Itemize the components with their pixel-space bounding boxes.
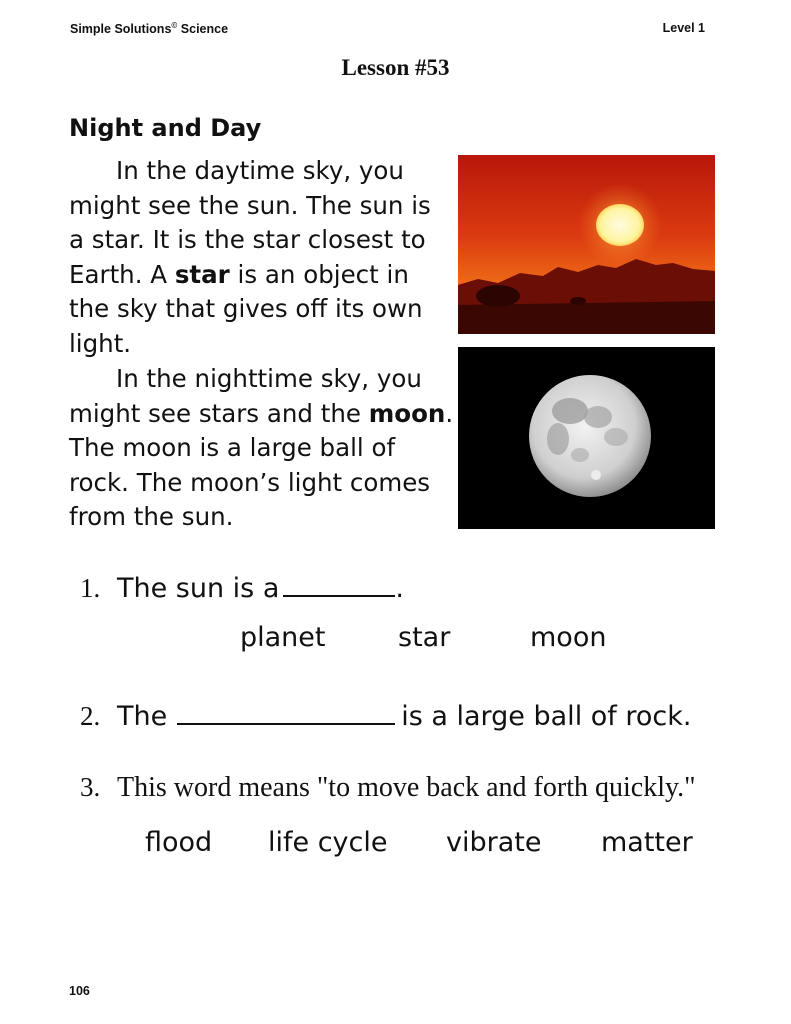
term-star: star [174,259,230,289]
choice-star[interactable]: star [398,622,451,653]
paragraph-daytime-text-1: In the daytime sky, you might see the sun. The sun is a star. It is the star closest to Earth. A [69,156,431,289]
question-3-text: This word means "to move back and forth quickly." [117,772,696,803]
sun-disc [596,204,644,246]
sunset-photo [458,155,715,334]
moon-mare-5 [571,448,589,462]
lesson-title: Lesson #53 [341,55,450,80]
choice-flood[interactable]: flood [145,827,213,858]
answer-blank-1[interactable] [283,573,395,597]
paragraph-daytime [69,154,449,361]
header-subject: Science [177,22,229,37]
paragraph-nighttime-text-2: . The moon is a large ball of rock. The moon’s light comes from the sun. [69,398,454,531]
header-brand: Simple Solutions [70,22,172,37]
header-left [70,21,228,36]
copyright-mark: © [171,21,178,30]
paragraph-daytime-text-2: is an object in the sky that gives off its own light. [69,259,423,358]
choice-planet[interactable]: planet [240,622,326,653]
tree [476,285,520,307]
choice-vibrate[interactable]: vibrate [446,827,542,858]
section-title: Night and Day [69,114,262,142]
moon-mare-1 [552,398,588,424]
choice-matter[interactable]: matter [601,827,693,858]
moon-crater [591,470,601,480]
page-number: 106 [69,984,90,998]
paragraph-nighttime-text-1: In the nighttime sky, you might see stars and the [69,364,422,428]
answer-blank-2[interactable] [177,701,395,725]
question-2 [80,701,691,732]
question-2-text-before: The [117,701,168,732]
question-3 [80,772,696,804]
question-2-text-after: is a large ball of rock. [401,701,692,732]
moon-mare-3 [547,423,569,455]
moon-mare-2 [584,406,612,428]
question-1-text: The sun is a [117,573,280,604]
choice-moon[interactable]: moon [530,622,607,653]
question-2-number: 2. [80,701,101,731]
bush [570,297,586,305]
question-1 [80,573,404,604]
moon-mare-4 [604,428,628,446]
question-1-number: 1. [80,573,101,603]
term-moon: moon [368,398,446,428]
choice-life-cycle[interactable]: life cycle [268,827,388,858]
full-moon-photo [458,347,715,529]
paragraph-nighttime [69,362,454,535]
header-level: Level 1 [662,21,705,35]
question-1-period: . [395,573,404,604]
question-3-number: 3. [80,772,101,802]
